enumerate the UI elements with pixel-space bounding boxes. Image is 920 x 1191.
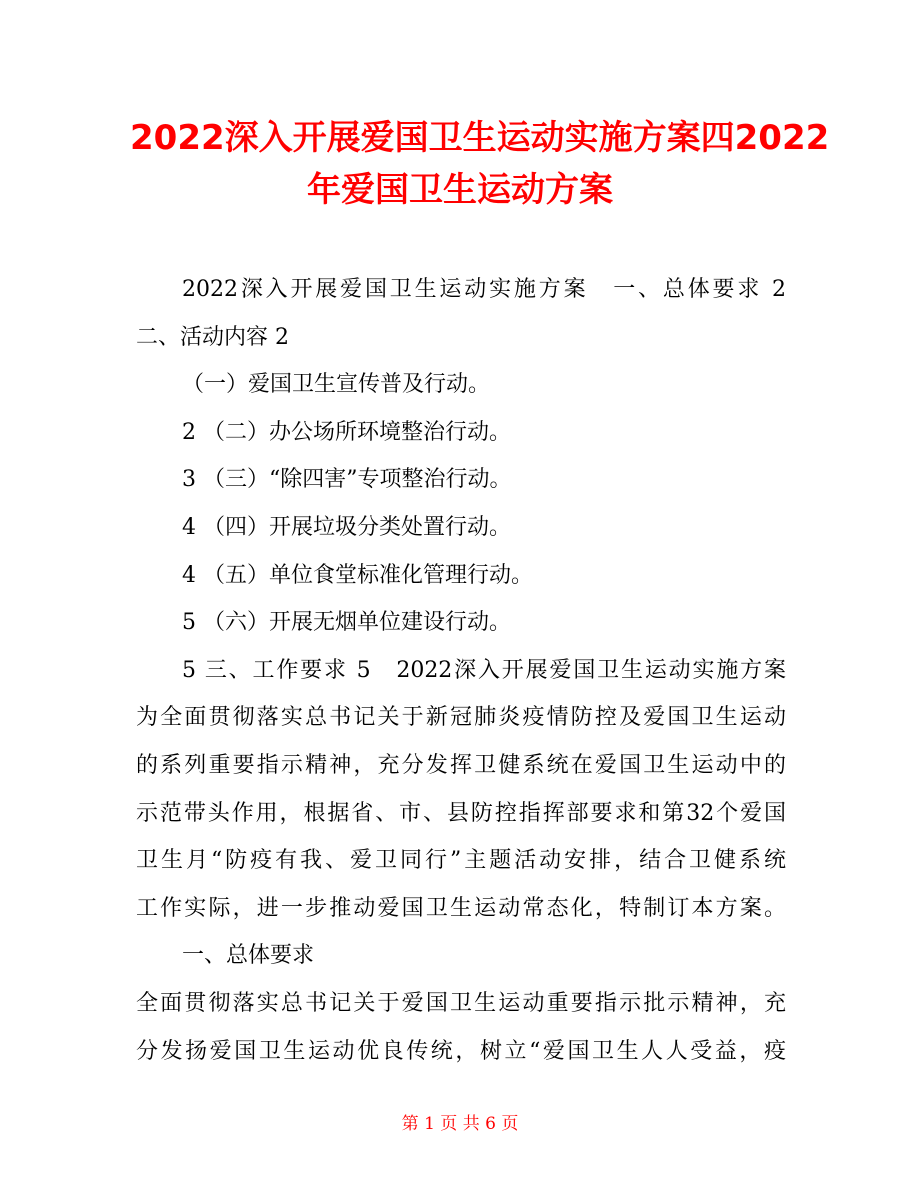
document-title bbox=[130, 112, 830, 216]
document-body bbox=[136, 266, 786, 1075]
body-line-toc-4: 2 （二）办公场所环境整治行动。 bbox=[182, 419, 511, 445]
title-line-1: 2022深入开展爱国卫生运动实施方案四2022 bbox=[130, 118, 830, 158]
body-line-toc-2: 二、活动内容 2 bbox=[136, 324, 289, 350]
body-line-paragraph: 分发扬爱国卫生运动优良传统，树立“爱国卫生人人受益，疫 bbox=[136, 1038, 786, 1064]
body-line-toc-5: 3 （三）“除四害”专项整治行动。 bbox=[182, 467, 512, 493]
section-heading: 一、总体要求 bbox=[182, 943, 315, 969]
body-line-paragraph: 卫生月“防疫有我、爱卫同行”主题活动安排，结合卫健系统 bbox=[136, 848, 786, 874]
body-line-paragraph: 全面贯彻落实总书记关于爱国卫生运动重要指示批示精神，充 bbox=[136, 990, 786, 1016]
body-line-paragraph: 的系列重要指示精神，充分发挥卫健系统在爱国卫生运动中的 bbox=[136, 752, 786, 778]
body-line-paragraph: 示范带头作用，根据省、市、县防控指挥部要求和第32个爱国 bbox=[136, 800, 786, 826]
body-line-toc-9: 5 三、工作要求 5 2022深入开展爱国卫生运动实施方案 bbox=[182, 657, 786, 683]
body-line-toc-6: 4 （四）开展垃圾分类处置行动。 bbox=[182, 514, 511, 540]
body-line-paragraph: 工作实际，进一步推动爱国卫生运动常态化，特制订本方案。 bbox=[136, 895, 786, 921]
body-line-toc-8: 5 （六）开展无烟单位建设行动。 bbox=[182, 610, 511, 636]
body-line-paragraph: 为全面贯彻落实总书记关于新冠肺炎疫情防控及爱国卫生运动 bbox=[136, 705, 786, 731]
page-footer: 第 1 页 共 6 页 bbox=[401, 1114, 519, 1134]
body-line-toc-3: （一）爱国卫生宣传普及行动。 bbox=[182, 372, 491, 398]
body-line-toc-1: 2022深入开展爱国卫生运动实施方案 一、总体要求 2 bbox=[182, 277, 786, 302]
body-line-toc-7: 4 （五）单位食堂标准化管理行动。 bbox=[182, 562, 533, 588]
title-line-2: 年爱国卫生运动方案 bbox=[307, 170, 613, 210]
